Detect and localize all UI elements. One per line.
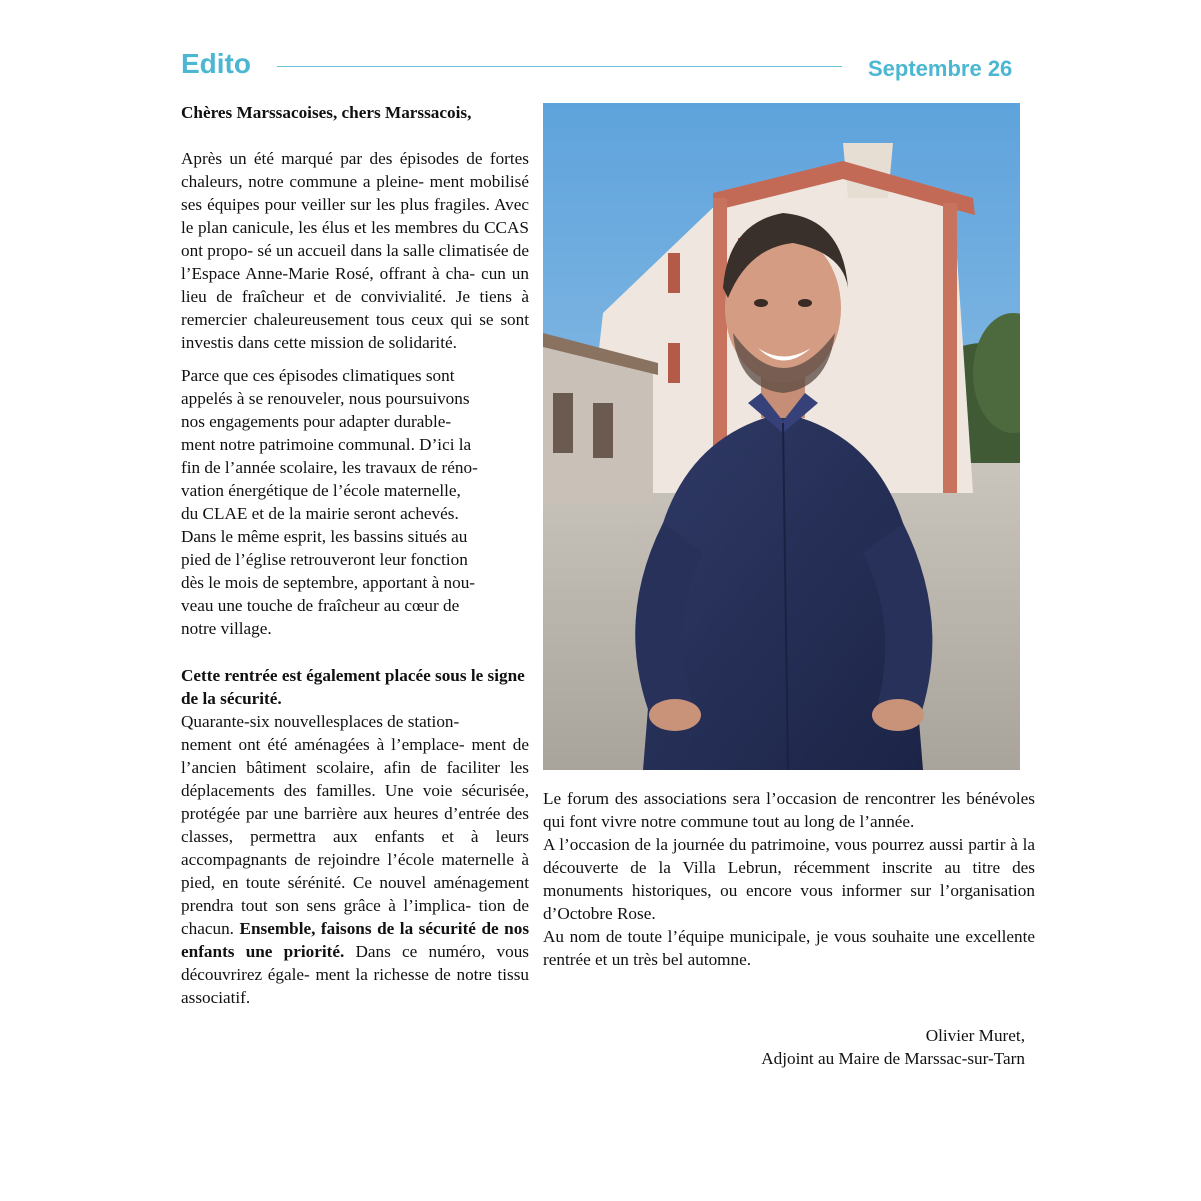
signature-name: Olivier Muret, [925,1026,1025,1045]
text-line: appelés à se renouveler, nous poursuivons [181,389,470,408]
security-text: nement ont été aménagées à l’emplace- ment de l’ancien bâtiment scolaire, afin de faciliter les déplacements des familles. Une voie sécurisée, protégée par une barrière aux heures d’entrée des classes, permettra aux enfants et à leurs accompagnants de rejoindre l’école maternelle à pied, en toute sérénité. Ce nouvel aménagement prendra tout son sens grâce à l’implica- tion de chacun. [181,735,529,938]
left-column [181,147,529,1009]
text-line: Parce que ces épisodes climatiques sont [181,366,455,385]
text-line: fin de l’année scolaire, les travaux de réno- [181,458,478,477]
paragraph-security-first-line: Quarante-six nouvellesplaces de station- [181,712,460,731]
right-column [543,787,1035,971]
text-line: vation énergétique de l’école maternelle, [181,481,461,500]
header-divider [277,66,842,67]
subheading-security: Cette rentrée est également placée sous le signe de la sécurité. [181,666,525,708]
text-line: pied de l’église retrouveront leur fonction [181,550,468,569]
paragraph-renovation [181,364,529,640]
paragraph-forum: Le forum des associations sera l’occasion de rencontrer les bénévoles qui font vivre notre commune tout au long de l’année. [543,789,1035,831]
text-line: du CLAE et de la mairie seront achevés. [181,504,459,523]
paragraph-heritage: A l’occasion de la journée du patrimoine, vous pourrez aussi partir à la découverte de la Villa Lebrun, récemment inscrite au titre des monuments historiques, ou encore vous informer sur l’organisation d’Octobre Rose. [543,835,1035,923]
signature [700,1024,1025,1070]
security-closing: Dans ce numéro, vous découvrirez égale- ment la richesse de notre tissu associatif. [181,942,529,1007]
signature-role: Adjoint au Maire de Marssac-sur-Tarn [761,1049,1025,1068]
issue-date: Septembre 26 [868,56,1013,81]
text-line: nos engagements pour adapter durable- [181,412,452,431]
paragraph-security [181,733,529,1009]
text-line: veau une touche de fraîcheur au cœur de [181,596,460,615]
portrait-photo [543,103,1020,770]
text-line: dès le mois de septembre, apportant à nou- [181,573,476,592]
text-line: Dans le même esprit, les bassins situés au [181,527,468,546]
paragraph-heatwave: Après un été marqué par des épisodes de fortes chaleurs, notre commune a pleine- ment mobilisé ses équipes pour veiller sur les plus fragiles. Avec le plan canicule, les élus et les membres du CCAS ont propo- sé un accueil dans la salle climatisée de l’Espace Anne-Marie Rosé, offrant à cha- cun un lieu de fraîcheur et de convivialité. Je tiens à remercier chaleureusement tous ceux qui se sont investis dans cette mission de solidarité. [181,149,529,352]
greeting: Chères Marssacoises, chers Marssacois, [181,103,472,122]
text-line: ment notre patrimoine communal. D’ici la [181,435,472,454]
paragraph-wishes: Au nom de toute l’équipe municipale, je vous souhaite une excellente rentrée et un très bel automne. [543,927,1035,969]
text-line: notre village. [181,619,272,638]
page-title: Edito [181,48,251,79]
security-emphasis: Ensemble, faisons de la sécurité de nos enfants une priorité. [181,919,530,961]
